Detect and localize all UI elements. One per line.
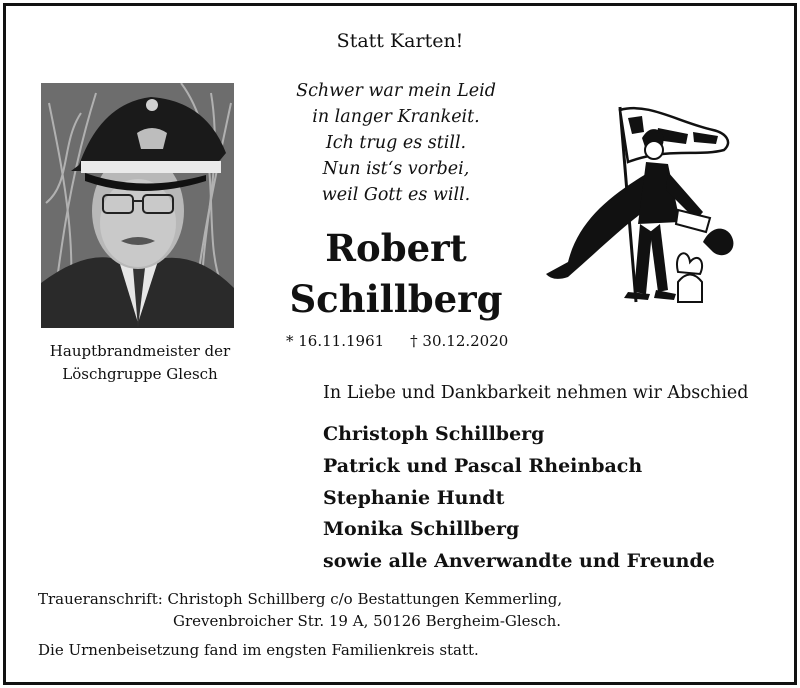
mourner-name: sowie alle Anverwandte und Freunde (323, 550, 715, 573)
mourner-name: Christoph Schillberg (323, 423, 545, 445)
poem-line: weil Gott es will. (321, 185, 471, 205)
farewell-text: In Liebe und Dankbarkeit nehmen wir Abschied (323, 383, 749, 403)
caption-line: Löschgruppe Glesch (62, 365, 218, 383)
saint-florian-emblem-icon (538, 102, 738, 320)
mourners-list (323, 419, 715, 578)
birth-date: * 16.11.1961 (286, 332, 385, 350)
address-line: Grevenbroicher Str. 19 A, 50126 Bergheim-Glesch. (173, 612, 562, 630)
header-title: Statt Karten! (336, 30, 464, 52)
mourner-name: Stephanie Hundt (323, 486, 505, 509)
poem-line: Nun ist‘s vorbei, (322, 159, 470, 179)
death-date: † 30.12.2020 (410, 332, 509, 350)
poem-line: in langer Krankeit. (312, 107, 480, 127)
deceased-first-name: Robert (325, 226, 467, 270)
burial-note: Die Urnenbeisetzung fand im engsten Familienkreis statt. (38, 641, 479, 659)
mourner-name: Monika Schillberg (323, 518, 520, 541)
portrait-photo (41, 83, 234, 328)
deceased-last-name: Schillberg (289, 277, 503, 321)
caption-line: Hauptbrandmeister der (49, 342, 231, 360)
mourning-address (38, 588, 562, 632)
poem (256, 78, 536, 208)
poem-line: Schwer war mein Leid (296, 81, 496, 101)
poem-line: Ich trug es still. (325, 133, 467, 153)
photo-caption (20, 340, 260, 386)
mourner-name: Patrick und Pascal Rheinbach (323, 454, 643, 477)
life-dates (286, 332, 534, 350)
address-line: Traueranschrift: Christoph Schillberg c/o Bestattungen Kemmerling, (38, 590, 563, 608)
